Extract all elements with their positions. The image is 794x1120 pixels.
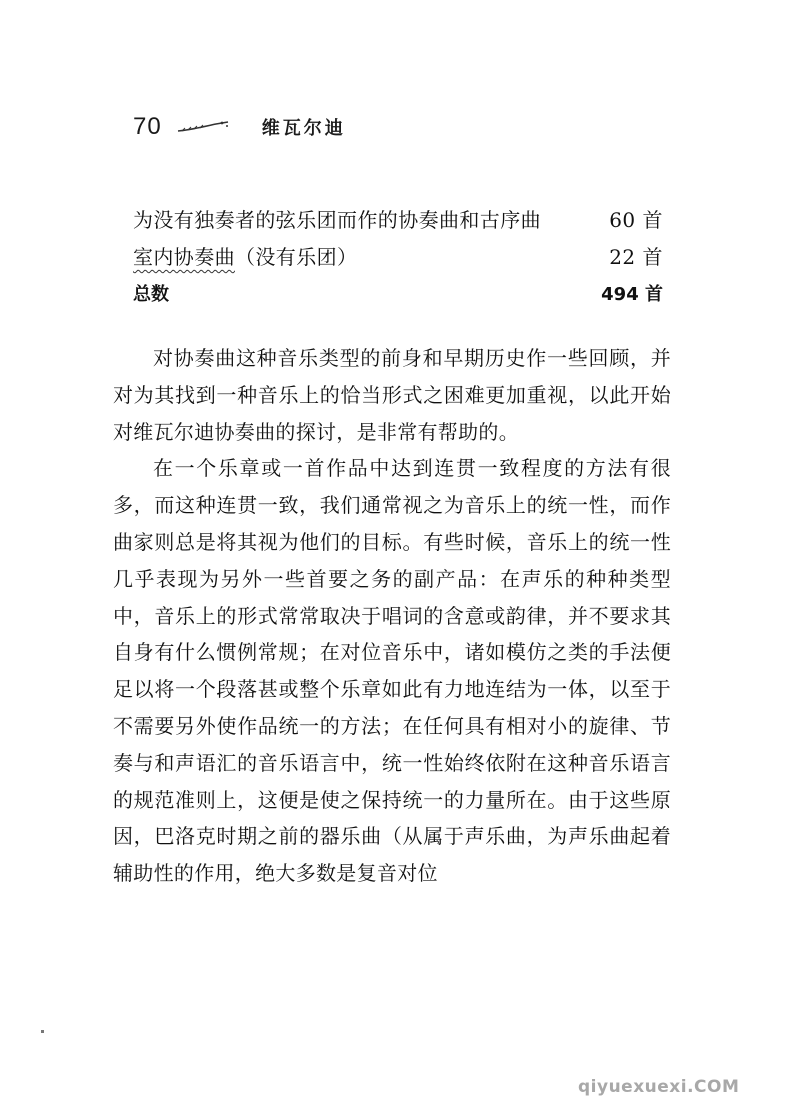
paragraph: 对协奏曲这种音乐类型的前身和早期历史作一些回顾，并对为其找到一种音乐上的恰当形式之困难更加重视，以此开始对维瓦尔迪协奏曲的探讨，是非常有帮助的。 xyxy=(113,346,671,444)
table-row xyxy=(133,239,663,276)
page-number: 70 xyxy=(133,113,162,140)
scan-speck xyxy=(41,1030,44,1033)
concerto-count-table xyxy=(133,202,663,313)
ornament-flourish-icon xyxy=(176,120,232,134)
row-label xyxy=(133,239,357,276)
total-count: 494 首 xyxy=(601,284,663,305)
row-count: 60 首 xyxy=(609,208,663,232)
body-text xyxy=(113,340,671,892)
row-label-underlined: 室内协奏曲 xyxy=(133,245,235,269)
row-count: 22 首 xyxy=(609,245,663,269)
table-total-row xyxy=(133,276,663,313)
total-label: 总数 xyxy=(133,284,169,305)
table-row xyxy=(133,202,663,239)
running-title: 维瓦尔迪 xyxy=(261,118,346,139)
row-label: 为没有独奏者的弦乐团而作的协奏曲和古序曲 xyxy=(133,208,541,232)
page-header xyxy=(133,112,346,142)
watermark: qiyuexuexi.COM xyxy=(578,1077,740,1097)
row-label-note: （没有乐团） xyxy=(235,245,358,269)
paragraph: 在一个乐章或一首作品中达到连贯一致程度的方法有很多，而这种连贯一致，我们通常视之为音乐上的统一性，而作曲家则总是将其视为他们的目标。有些时候，音乐上的统一性几乎表现为另外一些首要之务的副产品：在声乐的种种类型中，音乐上的形式常常取决于唱词的含意或韵律，并不要求其自身有什么惯例常规；在对位音乐中，诸如模仿之类的手法便足以将一个段落甚或整个乐章如此有力地连结为一体，以至于不需要另外使作品统一的方法；在任何具有相对小的旋律、节奏与和声语汇的音乐语言中，统一性始终依附在这种音乐语言的规范准则上，这便是使之保持统一的力量所在。由于这些原因，巴洛克时期之前的器乐曲（从属于声乐曲，为声乐曲起着辅助性的作用，绝大多数是复音对位 xyxy=(113,456,671,886)
